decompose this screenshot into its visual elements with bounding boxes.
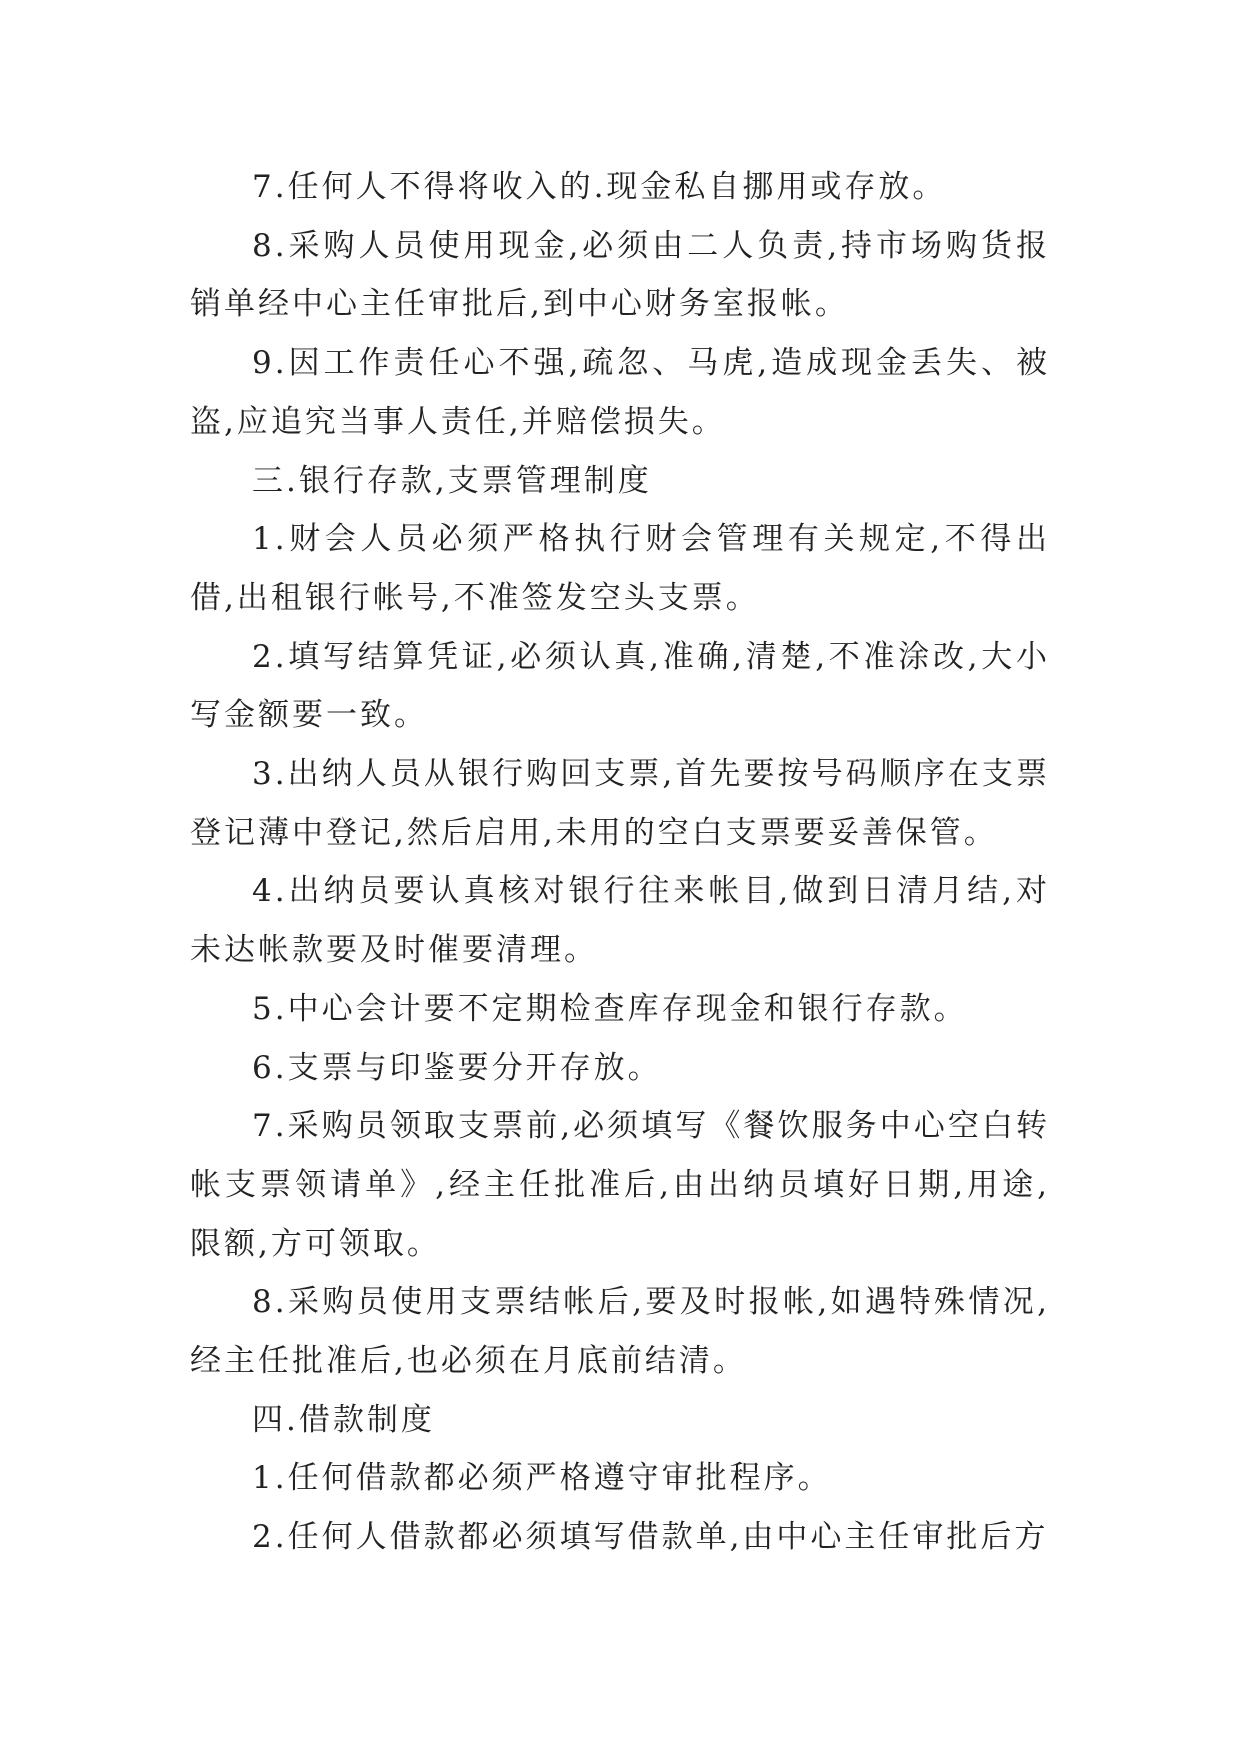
- section-heading-loans: 四.借款制度: [252, 1401, 435, 1438]
- paragraph-reconciliation: 4.出纳员要认真核对银行往来帐目,做到日清月结,对未达帐款要及时催要清理。: [190, 873, 1050, 969]
- paragraph-settlement-vouchers: 2.填写结算凭证,必须认真,准确,清楚,不准涂改,大小写金额要一致。: [190, 638, 1050, 734]
- paragraph-loan-form: 2.任何人借款都必须填写借款单,由中心主任审批后方: [252, 1519, 1049, 1556]
- paragraph-bank-rules: 1.财会人员必须严格执行财会管理有关规定,不得出借,出租银行帐号,不准签发空头支票。: [190, 521, 1050, 616]
- paragraph-cash-loss: 9.因工作责任心不强,疏忽、马虎,造成现金丢失、被盗,应追究当事人责任,并赔偿损失。: [190, 345, 1050, 440]
- paragraph-cheque-settlement: 8.采购员使用支票结帐后,要及时报帐,如遇特殊情况,经主任批准后,也必须在月底前结清。: [190, 1284, 1050, 1380]
- paragraph-cheque-register: 3.出纳人员从银行购回支票,首先要按号码顺序在支票登记薄中登记,然后启用,未用的空白支票要妥善保管。: [190, 756, 1050, 851]
- section-heading-bank-deposits: 三.银行存款,支票管理制度: [252, 462, 652, 499]
- paragraph-audit: 5.中心会计要不定期检查库存现金和银行存款。: [252, 990, 968, 1027]
- paragraph-purchasing-cash: 8.采购人员使用现金,必须由二人负责,持市场购货报销单经中心主任审批后,到中心财务室报帐。: [190, 227, 1050, 323]
- paragraph-loan-approval: 1.任何借款都必须严格遵守审批程序。: [252, 1460, 832, 1497]
- document-body: [190, 158, 1050, 1567]
- paragraph-cheque-request: 7.采购员领取支票前,必须填写《餐饮服务中心空白转帐支票领请单》,经主任批准后,由出纳员填好日期,用途,限额,方可领取。: [190, 1108, 1050, 1262]
- paragraph-cash-misuse: 7.任何人不得将收入的.现金私自挪用或存放。: [252, 169, 947, 205]
- paragraph-seal-storage: 6.支票与印鉴要分开存放。: [252, 1049, 662, 1086]
